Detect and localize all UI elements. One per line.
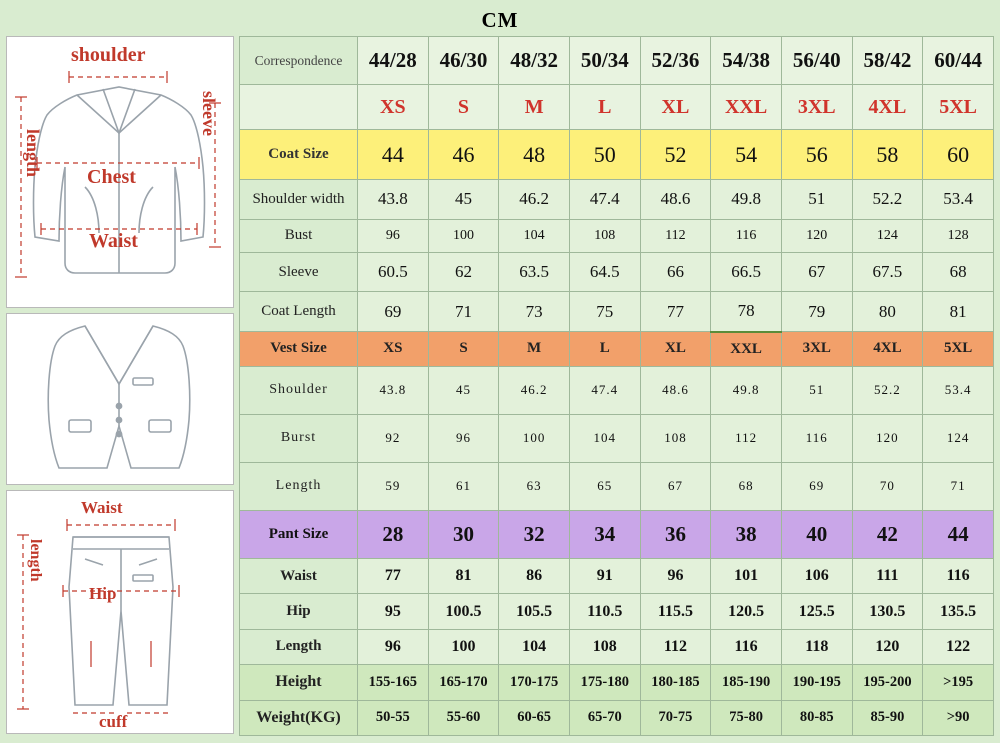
svg-text:Waist: Waist bbox=[89, 230, 138, 252]
table-row bbox=[240, 559, 994, 594]
row-label: Length bbox=[240, 629, 358, 664]
cell: 44/28 bbox=[358, 37, 429, 85]
cell: 46.2 bbox=[499, 366, 570, 414]
cell: 61 bbox=[428, 462, 499, 510]
cell: 34 bbox=[569, 510, 640, 558]
cell: 85-90 bbox=[852, 700, 923, 735]
cell: 111 bbox=[852, 559, 923, 594]
cell: XS bbox=[358, 332, 429, 366]
cell: 45 bbox=[428, 366, 499, 414]
cell: 185-190 bbox=[711, 665, 782, 700]
cell: 32 bbox=[499, 510, 570, 558]
table-row bbox=[240, 130, 994, 180]
cell: 66 bbox=[640, 253, 711, 292]
table-row bbox=[240, 510, 994, 558]
cell: 120 bbox=[852, 629, 923, 664]
cell: 60/44 bbox=[923, 37, 994, 85]
cell: 70 bbox=[852, 462, 923, 510]
cell: 64.5 bbox=[569, 253, 640, 292]
cell: 53.4 bbox=[923, 366, 994, 414]
row-label: Vest Size bbox=[240, 332, 358, 366]
cell: 49.8 bbox=[711, 366, 782, 414]
cell: 110.5 bbox=[569, 594, 640, 629]
cell: 95 bbox=[358, 594, 429, 629]
table-row bbox=[240, 37, 994, 85]
cell: 100.5 bbox=[428, 594, 499, 629]
cell: 96 bbox=[358, 629, 429, 664]
cell: 51 bbox=[781, 366, 852, 414]
row-label: Sleeve bbox=[240, 253, 358, 292]
cell: 116 bbox=[781, 414, 852, 462]
cell: 69 bbox=[358, 292, 429, 332]
table-row bbox=[240, 665, 994, 700]
cell: 115.5 bbox=[640, 594, 711, 629]
cell: 128 bbox=[923, 219, 994, 253]
cell: 195-200 bbox=[852, 665, 923, 700]
cell: 48 bbox=[499, 130, 570, 180]
cell: 104 bbox=[569, 414, 640, 462]
cell: 73 bbox=[499, 292, 570, 332]
cell: 86 bbox=[499, 559, 570, 594]
cell: 100 bbox=[428, 629, 499, 664]
row-label: Coat Size bbox=[240, 130, 358, 180]
table-row bbox=[240, 414, 994, 462]
cell: 81 bbox=[428, 559, 499, 594]
cell: 116 bbox=[923, 559, 994, 594]
cell: 77 bbox=[640, 292, 711, 332]
cell: 78 bbox=[711, 292, 782, 332]
cell: 65 bbox=[569, 462, 640, 510]
cell: 104 bbox=[499, 219, 570, 253]
cell: 120.5 bbox=[711, 594, 782, 629]
cell: 104 bbox=[499, 629, 570, 664]
cell: 105.5 bbox=[499, 594, 570, 629]
cell: 48.6 bbox=[640, 366, 711, 414]
cell: 120 bbox=[852, 414, 923, 462]
table-row bbox=[240, 332, 994, 366]
table-row bbox=[240, 366, 994, 414]
cell: 52.2 bbox=[852, 366, 923, 414]
cell: 43.8 bbox=[358, 366, 429, 414]
cell: 170-175 bbox=[499, 665, 570, 700]
cell: 108 bbox=[569, 629, 640, 664]
cell: 62 bbox=[428, 253, 499, 292]
cell: 60 bbox=[923, 130, 994, 180]
cell: 46 bbox=[428, 130, 499, 180]
cell: >195 bbox=[923, 665, 994, 700]
cell: 58 bbox=[852, 130, 923, 180]
row-label: Length bbox=[240, 462, 358, 510]
cell: 50/34 bbox=[569, 37, 640, 85]
svg-text:length: length bbox=[23, 129, 43, 178]
cell: 130.5 bbox=[852, 594, 923, 629]
cell: 30 bbox=[428, 510, 499, 558]
table-row bbox=[240, 219, 994, 253]
cell: 180-185 bbox=[640, 665, 711, 700]
table-row bbox=[240, 700, 994, 735]
row-label: Burst bbox=[240, 414, 358, 462]
row-label: Coat Length bbox=[240, 292, 358, 332]
cell: 124 bbox=[852, 219, 923, 253]
cell: 54/38 bbox=[711, 37, 782, 85]
cell: >90 bbox=[923, 700, 994, 735]
row-label: Correspondence bbox=[240, 37, 358, 85]
row-label: Pant Size bbox=[240, 510, 358, 558]
cell: 49.8 bbox=[711, 180, 782, 219]
cell: 112 bbox=[640, 219, 711, 253]
cell: 45 bbox=[428, 180, 499, 219]
cell: L bbox=[569, 332, 640, 366]
cell: 116 bbox=[711, 219, 782, 253]
cell: 3XL bbox=[781, 332, 852, 366]
cell: 55-60 bbox=[428, 700, 499, 735]
cell: 63.5 bbox=[499, 253, 570, 292]
cell: 56/40 bbox=[781, 37, 852, 85]
cell: 51 bbox=[781, 180, 852, 219]
content-layout bbox=[6, 36, 994, 736]
cell: 112 bbox=[640, 629, 711, 664]
page-title: CM bbox=[481, 8, 519, 32]
cell: 135.5 bbox=[923, 594, 994, 629]
cell: 68 bbox=[711, 462, 782, 510]
cell: 100 bbox=[428, 219, 499, 253]
cell: 71 bbox=[428, 292, 499, 332]
row-label: Waist bbox=[240, 559, 358, 594]
cell: XS bbox=[358, 85, 429, 130]
cell: 67 bbox=[640, 462, 711, 510]
svg-text:Waist: Waist bbox=[81, 498, 123, 517]
cell: 28 bbox=[358, 510, 429, 558]
cell: 50 bbox=[569, 130, 640, 180]
cell: 47.4 bbox=[569, 180, 640, 219]
cell: 60-65 bbox=[499, 700, 570, 735]
cell: 68 bbox=[923, 253, 994, 292]
cell: 108 bbox=[640, 414, 711, 462]
cell: 77 bbox=[358, 559, 429, 594]
row-label: Shoulder width bbox=[240, 180, 358, 219]
table-row bbox=[240, 180, 994, 219]
cell: L bbox=[569, 85, 640, 130]
cell: 60.5 bbox=[358, 253, 429, 292]
row-label: Shoulder bbox=[240, 366, 358, 414]
cell: 80-85 bbox=[781, 700, 852, 735]
cell: 52.2 bbox=[852, 180, 923, 219]
cell: 4XL bbox=[852, 332, 923, 366]
cell: 108 bbox=[569, 219, 640, 253]
cell: S bbox=[428, 332, 499, 366]
cell: 52/36 bbox=[640, 37, 711, 85]
cell: 43.8 bbox=[358, 180, 429, 219]
size-table bbox=[239, 36, 994, 736]
cell: XXL bbox=[711, 85, 782, 130]
cell: 124 bbox=[923, 414, 994, 462]
cell: 47.4 bbox=[569, 366, 640, 414]
cell: 3XL bbox=[781, 85, 852, 130]
cell: 155-165 bbox=[358, 665, 429, 700]
cell: 58/42 bbox=[852, 37, 923, 85]
cell: 101 bbox=[711, 559, 782, 594]
cell: M bbox=[499, 85, 570, 130]
cell: 38 bbox=[711, 510, 782, 558]
svg-text:shoulder: shoulder bbox=[71, 44, 146, 66]
cell: 44 bbox=[358, 130, 429, 180]
cell: M bbox=[499, 332, 570, 366]
cell: 80 bbox=[852, 292, 923, 332]
vest-diagram bbox=[6, 313, 234, 485]
cell: 69 bbox=[781, 462, 852, 510]
cell: 53.4 bbox=[923, 180, 994, 219]
cell: 36 bbox=[640, 510, 711, 558]
row-label: Hip bbox=[240, 594, 358, 629]
cell: 44 bbox=[923, 510, 994, 558]
cell: 42 bbox=[852, 510, 923, 558]
size-table-wrap bbox=[239, 36, 994, 736]
cell: 59 bbox=[358, 462, 429, 510]
row-label: Height bbox=[240, 665, 358, 700]
cell: 48.6 bbox=[640, 180, 711, 219]
cell: 40 bbox=[781, 510, 852, 558]
cell: 165-170 bbox=[428, 665, 499, 700]
cell: 54 bbox=[711, 130, 782, 180]
cell: 70-75 bbox=[640, 700, 711, 735]
cell: 46/30 bbox=[428, 37, 499, 85]
cell: S bbox=[428, 85, 499, 130]
cell: 112 bbox=[711, 414, 782, 462]
row-label bbox=[240, 85, 358, 130]
cell: 75-80 bbox=[711, 700, 782, 735]
svg-text:Chest: Chest bbox=[87, 166, 136, 188]
cell: 65-70 bbox=[569, 700, 640, 735]
cell: 125.5 bbox=[781, 594, 852, 629]
cell: XL bbox=[640, 332, 711, 366]
cell: 79 bbox=[781, 292, 852, 332]
cell: 96 bbox=[640, 559, 711, 594]
svg-text:sleeve: sleeve bbox=[199, 91, 219, 136]
diagram-column bbox=[6, 36, 234, 736]
table-row bbox=[240, 462, 994, 510]
pant-diagram bbox=[6, 490, 234, 734]
table-row bbox=[240, 292, 994, 332]
cell: 5XL bbox=[923, 85, 994, 130]
cell: 66.5 bbox=[711, 253, 782, 292]
cell: 75 bbox=[569, 292, 640, 332]
svg-text:length: length bbox=[27, 539, 44, 582]
cell: 91 bbox=[569, 559, 640, 594]
cell: 92 bbox=[358, 414, 429, 462]
coat-diagram bbox=[6, 36, 234, 308]
cell: 100 bbox=[499, 414, 570, 462]
cell: 106 bbox=[781, 559, 852, 594]
cell: 52 bbox=[640, 130, 711, 180]
cell: XXL bbox=[711, 332, 782, 366]
cell: 67 bbox=[781, 253, 852, 292]
cell: 96 bbox=[358, 219, 429, 253]
table-row bbox=[240, 629, 994, 664]
cell: 56 bbox=[781, 130, 852, 180]
svg-text:cuff: cuff bbox=[99, 712, 128, 731]
cell: 120 bbox=[781, 219, 852, 253]
cell: 96 bbox=[428, 414, 499, 462]
cell: XL bbox=[640, 85, 711, 130]
cell: 4XL bbox=[852, 85, 923, 130]
cell: 116 bbox=[711, 629, 782, 664]
cell: 5XL bbox=[923, 332, 994, 366]
svg-text:Hip: Hip bbox=[89, 584, 117, 603]
cell: 46.2 bbox=[499, 180, 570, 219]
table-row bbox=[240, 594, 994, 629]
cell: 63 bbox=[499, 462, 570, 510]
cell: 118 bbox=[781, 629, 852, 664]
cell: 190-195 bbox=[781, 665, 852, 700]
cell: 48/32 bbox=[499, 37, 570, 85]
table-row bbox=[240, 253, 994, 292]
cell: 175-180 bbox=[569, 665, 640, 700]
cell: 81 bbox=[923, 292, 994, 332]
row-label: Bust bbox=[240, 219, 358, 253]
cell: 71 bbox=[923, 462, 994, 510]
cell: 50-55 bbox=[358, 700, 429, 735]
cell: 122 bbox=[923, 629, 994, 664]
row-label: Weight(KG) bbox=[240, 700, 358, 735]
table-row bbox=[240, 85, 994, 130]
cell: 67.5 bbox=[852, 253, 923, 292]
